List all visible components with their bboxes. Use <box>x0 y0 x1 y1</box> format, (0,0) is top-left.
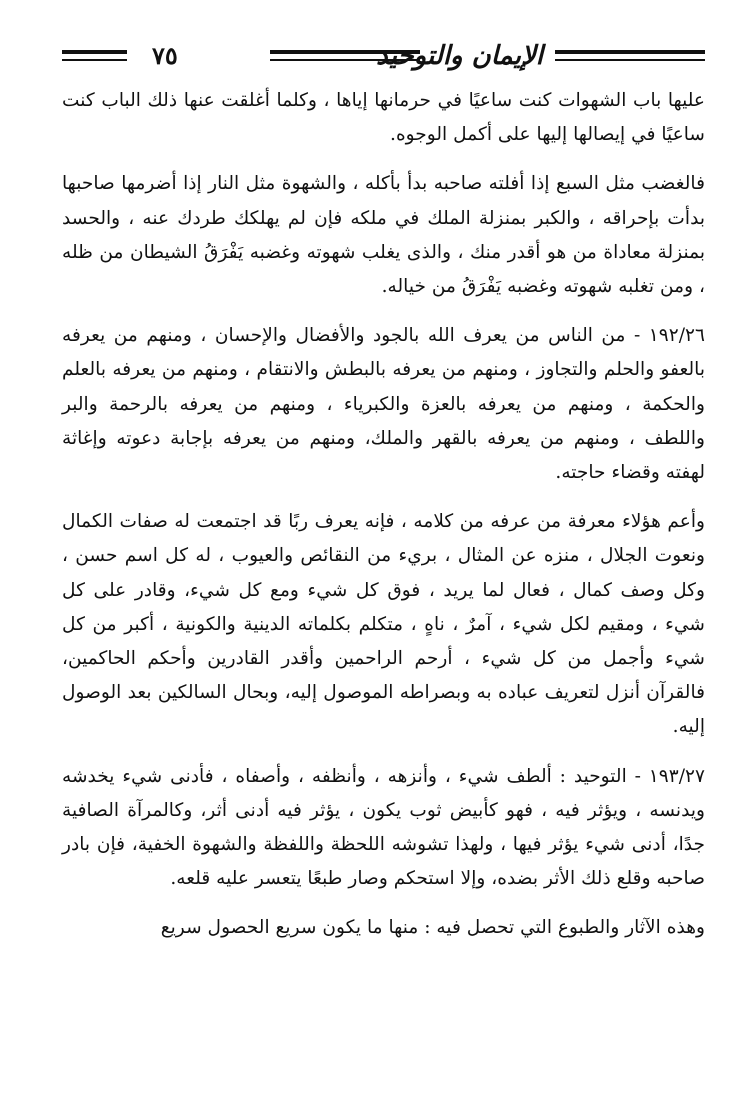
running-title: الإيمان والتوحيد <box>376 41 543 71</box>
paragraph-5: ١٩٣/٢٧ - التوحيد : ألطف شيء ، وأنزهه ، وأنظفه ، وأصفاه ، فأدنى شيء يخدشه ويدنسه ، ويؤثر فيه ، فهو كأبيض ثوب يكون ، يؤثر فيه أدنى أثر، وكالمرآة الصافية جدًا، أدنى شيء يؤثر فيها ، ولهذا تشوشه اللحظة واللفظة والشهوة الخفية، فإن بادر صاحبه وقلع ذلك الأثر بضده، وإلا استحكم وصار طبعًا يتعسر عليه قلعه. <box>62 765 705 890</box>
paragraph-6: وهذه الآثار والطبوع التي تحصل فيه : منها ما يكون سريع الحصول سريع <box>160 917 705 939</box>
header-rule-middle <box>270 50 420 61</box>
paragraph-4: وأعم هؤلاء معرفة من عرفه من كلامه ، فإنه يعرف ربًا قد اجتمعت له صفات الكمال ونعوت الجلال ، منزه عن المثال ، بريء من النقائص والعيوب ، له كل اسم حسن ، وكل وصف كمال ، فعال لما يريد ، فوق كل شيء ومع كل شيء، وقادر على كل شيء ، ومقيم لكل شيء ، آمرٌ ، ناهٍ ، متكلم بكلماته الدينية والكونية ، أكبر من كل شيء وأجمل من كل شيء ، أرحم الراحمين وأقدر القادرين وأحكم الحاكمين، فالقرآن أنزل لتعريف عباده به وبصراطه الموصول إليه، وبحال السالكين بعد الوصول إليه. <box>62 511 705 738</box>
paragraph-1: عليها باب الشهوات كنت ساعيًا في حرمانها إياها ، وكلما أغلقت عنها ذلك الباب كنت ساعيًا في إيصالها إليها على أكمل الوجوه. <box>62 90 705 146</box>
page-number: ٧٥ <box>152 41 178 70</box>
paragraph-3: ١٩٢/٢٦ - من الناس من يعرف الله بالجود والأفضال والإحسان ، ومنهم من يعرفه بالعفو والحلم والتجاوز ، ومنهم من يعرفه بالبطش والانتقام ، ومنهم من يعرفه بالعلم والحكمة ، ومنهم من يعرفه بالعزة والكبرياء ، ومنهم من يعرفه بالرحمة والبر واللطف ، ومنهم من يعرفه بالقهر والملك، ومنهم من يعرفه بإجابة دعوته وإغاثة لهفته وقضاء حاجته. <box>62 325 705 484</box>
page-header <box>62 36 705 76</box>
header-rule-right <box>555 50 705 61</box>
header-rule-left <box>62 50 127 61</box>
page-body <box>62 84 705 946</box>
paragraph-2: فالغضب مثل السبع إذا أفلته صاحبه بدأ بأكله ، والشهوة مثل النار إذا أضرمها صاحبها بدأت بإحراقه ، والكبر بمنزلة الملك في ملكه فإن لم يهلكك طردك عنه ، والحسد بمنزلة معاداة من هو أقدر منك ، والذى يغلب شهوته وغضبه يَفْرَقُ الشيطان من ظله ، ومن تغلبه شهوته وغضبه يَفْرَقُ من خياله. <box>62 173 705 298</box>
